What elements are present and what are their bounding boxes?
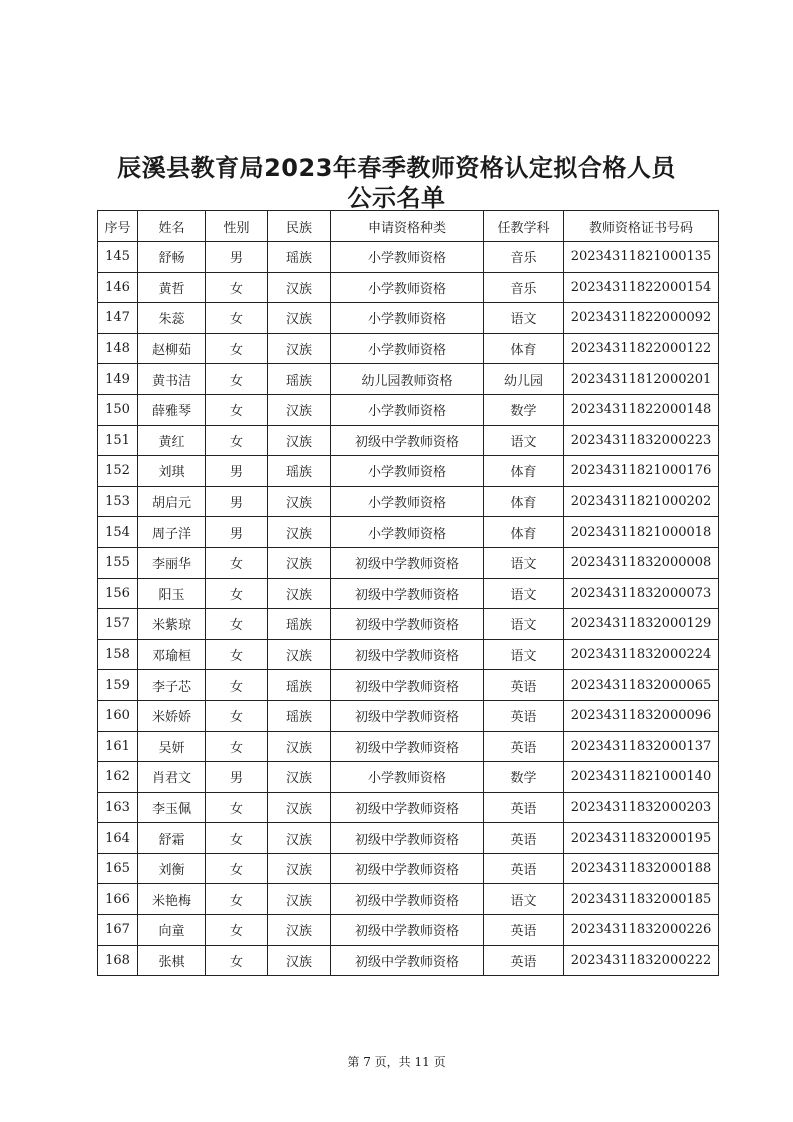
qualification-type-cell: 初级中学教师资格 [331, 578, 484, 609]
table-row [98, 486, 719, 517]
subject-cell: 英语 [484, 670, 564, 701]
subject-cell: 语文 [484, 639, 564, 670]
certificate-number-cell: 20234311821000018 [564, 517, 719, 548]
name-cell: 赵柳茹 [138, 333, 206, 364]
gender-cell: 女 [206, 700, 268, 731]
index-cell: 159 [98, 670, 138, 701]
gender-cell: 女 [206, 945, 268, 976]
index-cell: 163 [98, 792, 138, 823]
qualification-type-cell: 小学教师资格 [331, 456, 484, 487]
ethnicity-cell: 瑶族 [268, 609, 331, 640]
subject-cell: 英语 [484, 792, 564, 823]
name-cell: 肖君文 [138, 762, 206, 793]
qualification-type-cell: 初级中学教师资格 [331, 853, 484, 884]
qualification-type-cell: 幼儿园教师资格 [331, 364, 484, 395]
subject-cell: 英语 [484, 700, 564, 731]
certificate-number-cell: 20234311821000202 [564, 486, 719, 517]
gender-cell: 男 [206, 486, 268, 517]
ethnicity-cell: 汉族 [268, 272, 331, 303]
qualification-type-cell: 初级中学教师资格 [331, 670, 484, 701]
qualification-type-cell: 小学教师资格 [331, 242, 484, 273]
certificate-number-cell: 20234311821000140 [564, 762, 719, 793]
gender-cell: 女 [206, 639, 268, 670]
roster-table [97, 210, 719, 976]
qualification-type-cell: 初级中学教师资格 [331, 792, 484, 823]
table-row [98, 853, 719, 884]
page-number: 第 7 页，共 11 页 [347, 1055, 446, 1069]
certificate-number-cell: 20234311832000222 [564, 945, 719, 976]
subject-cell: 音乐 [484, 242, 564, 273]
ethnicity-cell: 汉族 [268, 547, 331, 578]
subject-cell: 语文 [484, 547, 564, 578]
table-row [98, 915, 719, 946]
table-row [98, 364, 719, 395]
index-cell: 156 [98, 578, 138, 609]
subject-cell: 英语 [484, 945, 564, 976]
certificate-number-cell: 20234311812000201 [564, 364, 719, 395]
gender-cell: 女 [206, 547, 268, 578]
name-cell: 邓瑜桓 [138, 639, 206, 670]
table-body [98, 242, 719, 976]
table-row [98, 792, 719, 823]
index-cell: 150 [98, 394, 138, 425]
index-cell: 154 [98, 517, 138, 548]
qualification-type-cell: 小学教师资格 [331, 303, 484, 334]
column-header-ethnicity: 民族 [268, 211, 331, 242]
table-row [98, 670, 719, 701]
qualification-type-cell: 小学教师资格 [331, 272, 484, 303]
qualification-type-cell: 初级中学教师资格 [331, 884, 484, 915]
certificate-number-cell: 20234311832000188 [564, 853, 719, 884]
qualification-type-cell: 初级中学教师资格 [331, 547, 484, 578]
document-subtitle: 公示名单 [347, 184, 446, 212]
qualification-type-cell: 小学教师资格 [331, 486, 484, 517]
certificate-number-cell: 20234311832000065 [564, 670, 719, 701]
qualification-type-cell: 初级中学教师资格 [331, 425, 484, 456]
name-cell: 李子芯 [138, 670, 206, 701]
name-cell: 向童 [138, 915, 206, 946]
column-header-qualification-type: 申请资格种类 [331, 211, 484, 242]
column-header-gender: 性别 [206, 211, 268, 242]
qualification-type-cell: 初级中学教师资格 [331, 609, 484, 640]
column-header-index: 序号 [98, 211, 138, 242]
gender-cell: 女 [206, 272, 268, 303]
column-header-certificate-number: 教师资格证书号码 [564, 211, 719, 242]
qualification-type-cell: 初级中学教师资格 [331, 639, 484, 670]
qualification-type-cell: 小学教师资格 [331, 333, 484, 364]
subject-cell: 语文 [484, 303, 564, 334]
certificate-number-cell: 20234311832000096 [564, 700, 719, 731]
index-cell: 145 [98, 242, 138, 273]
gender-cell: 女 [206, 364, 268, 395]
certificate-number-cell: 20234311822000092 [564, 303, 719, 334]
certificate-number-cell: 20234311821000176 [564, 456, 719, 487]
table-row [98, 578, 719, 609]
certificate-number-cell: 20234311822000122 [564, 333, 719, 364]
table-header-row [98, 211, 719, 242]
certificate-number-cell: 20234311832000073 [564, 578, 719, 609]
name-cell: 阳玉 [138, 578, 206, 609]
gender-cell: 女 [206, 915, 268, 946]
certificate-number-cell: 20234311822000148 [564, 394, 719, 425]
qualification-type-cell: 初级中学教师资格 [331, 731, 484, 762]
subject-cell: 英语 [484, 823, 564, 854]
gender-cell: 女 [206, 333, 268, 364]
ethnicity-cell: 汉族 [268, 945, 331, 976]
ethnicity-cell: 瑶族 [268, 242, 331, 273]
gender-cell: 女 [206, 670, 268, 701]
subject-cell: 音乐 [484, 272, 564, 303]
table-row [98, 547, 719, 578]
index-cell: 146 [98, 272, 138, 303]
name-cell: 米娇娇 [138, 700, 206, 731]
ethnicity-cell: 汉族 [268, 333, 331, 364]
index-cell: 155 [98, 547, 138, 578]
qualification-type-cell: 小学教师资格 [331, 394, 484, 425]
index-cell: 152 [98, 456, 138, 487]
subject-cell: 数学 [484, 394, 564, 425]
subject-cell: 体育 [484, 517, 564, 548]
index-cell: 162 [98, 762, 138, 793]
index-cell: 158 [98, 639, 138, 670]
name-cell: 黄书洁 [138, 364, 206, 395]
certificate-number-cell: 20234311832000185 [564, 884, 719, 915]
index-cell: 160 [98, 700, 138, 731]
qualification-type-cell: 小学教师资格 [331, 517, 484, 548]
qualification-type-cell: 初级中学教师资格 [331, 945, 484, 976]
subject-cell: 语文 [484, 425, 564, 456]
subject-cell: 语文 [484, 578, 564, 609]
name-cell: 李玉佩 [138, 792, 206, 823]
gender-cell: 男 [206, 762, 268, 793]
index-cell: 147 [98, 303, 138, 334]
certificate-number-cell: 20234311821000135 [564, 242, 719, 273]
ethnicity-cell: 汉族 [268, 792, 331, 823]
name-cell: 薛雅琴 [138, 394, 206, 425]
name-cell: 舒霜 [138, 823, 206, 854]
gender-cell: 男 [206, 242, 268, 273]
name-cell: 胡启元 [138, 486, 206, 517]
ethnicity-cell: 汉族 [268, 853, 331, 884]
certificate-number-cell: 20234311832000224 [564, 639, 719, 670]
ethnicity-cell: 汉族 [268, 303, 331, 334]
index-cell: 164 [98, 823, 138, 854]
table-row [98, 333, 719, 364]
gender-cell: 女 [206, 578, 268, 609]
ethnicity-cell: 瑶族 [268, 364, 331, 395]
gender-cell: 女 [206, 884, 268, 915]
ethnicity-cell: 汉族 [268, 823, 331, 854]
name-cell: 米艳梅 [138, 884, 206, 915]
index-cell: 167 [98, 915, 138, 946]
gender-cell: 女 [206, 303, 268, 334]
gender-cell: 男 [206, 517, 268, 548]
name-cell: 周子洋 [138, 517, 206, 548]
table-row [98, 517, 719, 548]
name-cell: 朱蕊 [138, 303, 206, 334]
index-cell: 148 [98, 333, 138, 364]
document-title: 辰溪县教育局2023年春季教师资格认定拟合格人员 [117, 154, 676, 182]
certificate-number-cell: 20234311832000008 [564, 547, 719, 578]
name-cell: 刘衡 [138, 853, 206, 884]
gender-cell: 女 [206, 792, 268, 823]
index-cell: 165 [98, 853, 138, 884]
table-row [98, 762, 719, 793]
gender-cell: 女 [206, 394, 268, 425]
ethnicity-cell: 汉族 [268, 425, 331, 456]
ethnicity-cell: 汉族 [268, 517, 331, 548]
table-row [98, 394, 719, 425]
certificate-number-cell: 20234311832000129 [564, 609, 719, 640]
ethnicity-cell: 汉族 [268, 486, 331, 517]
ethnicity-cell: 汉族 [268, 762, 331, 793]
certificate-number-cell: 20234311832000195 [564, 823, 719, 854]
ethnicity-cell: 汉族 [268, 731, 331, 762]
name-cell: 米紫琼 [138, 609, 206, 640]
subject-cell: 英语 [484, 731, 564, 762]
ethnicity-cell: 瑶族 [268, 456, 331, 487]
index-cell: 149 [98, 364, 138, 395]
name-cell: 黄哲 [138, 272, 206, 303]
qualification-type-cell: 小学教师资格 [331, 762, 484, 793]
table-row [98, 303, 719, 334]
gender-cell: 女 [206, 425, 268, 456]
gender-cell: 女 [206, 823, 268, 854]
index-cell: 153 [98, 486, 138, 517]
table-row [98, 731, 719, 762]
certificate-number-cell: 20234311832000226 [564, 915, 719, 946]
subject-cell: 英语 [484, 915, 564, 946]
ethnicity-cell: 汉族 [268, 394, 331, 425]
gender-cell: 女 [206, 853, 268, 884]
name-cell: 舒畅 [138, 242, 206, 273]
subject-cell: 语文 [484, 609, 564, 640]
gender-cell: 女 [206, 609, 268, 640]
qualification-type-cell: 初级中学教师资格 [331, 700, 484, 731]
table-row [98, 700, 719, 731]
subject-cell: 英语 [484, 853, 564, 884]
column-header-name: 姓名 [138, 211, 206, 242]
name-cell: 吴妍 [138, 731, 206, 762]
subject-cell: 体育 [484, 333, 564, 364]
table-row [98, 823, 719, 854]
index-cell: 151 [98, 425, 138, 456]
table-row [98, 272, 719, 303]
ethnicity-cell: 汉族 [268, 884, 331, 915]
certificate-number-cell: 20234311832000137 [564, 731, 719, 762]
table-row [98, 945, 719, 976]
certificate-number-cell: 20234311832000203 [564, 792, 719, 823]
index-cell: 161 [98, 731, 138, 762]
table-row [98, 884, 719, 915]
certificate-number-cell: 20234311832000223 [564, 425, 719, 456]
table-row [98, 639, 719, 670]
name-cell: 刘琪 [138, 456, 206, 487]
subject-cell: 体育 [484, 486, 564, 517]
ethnicity-cell: 瑶族 [268, 670, 331, 701]
table-row [98, 242, 719, 273]
column-header-subject: 任教学科 [484, 211, 564, 242]
table-row [98, 609, 719, 640]
ethnicity-cell: 瑶族 [268, 700, 331, 731]
name-cell: 张棋 [138, 945, 206, 976]
qualification-type-cell: 初级中学教师资格 [331, 823, 484, 854]
index-cell: 168 [98, 945, 138, 976]
ethnicity-cell: 汉族 [268, 639, 331, 670]
subject-cell: 幼儿园 [484, 364, 564, 395]
qualification-type-cell: 初级中学教师资格 [331, 915, 484, 946]
gender-cell: 女 [206, 731, 268, 762]
subject-cell: 语文 [484, 884, 564, 915]
certificate-number-cell: 20234311822000154 [564, 272, 719, 303]
table-row [98, 425, 719, 456]
subject-cell: 数学 [484, 762, 564, 793]
name-cell: 黄红 [138, 425, 206, 456]
name-cell: 李丽华 [138, 547, 206, 578]
gender-cell: 男 [206, 456, 268, 487]
index-cell: 157 [98, 609, 138, 640]
ethnicity-cell: 汉族 [268, 915, 331, 946]
index-cell: 166 [98, 884, 138, 915]
ethnicity-cell: 汉族 [268, 578, 331, 609]
table-row [98, 456, 719, 487]
subject-cell: 体育 [484, 456, 564, 487]
